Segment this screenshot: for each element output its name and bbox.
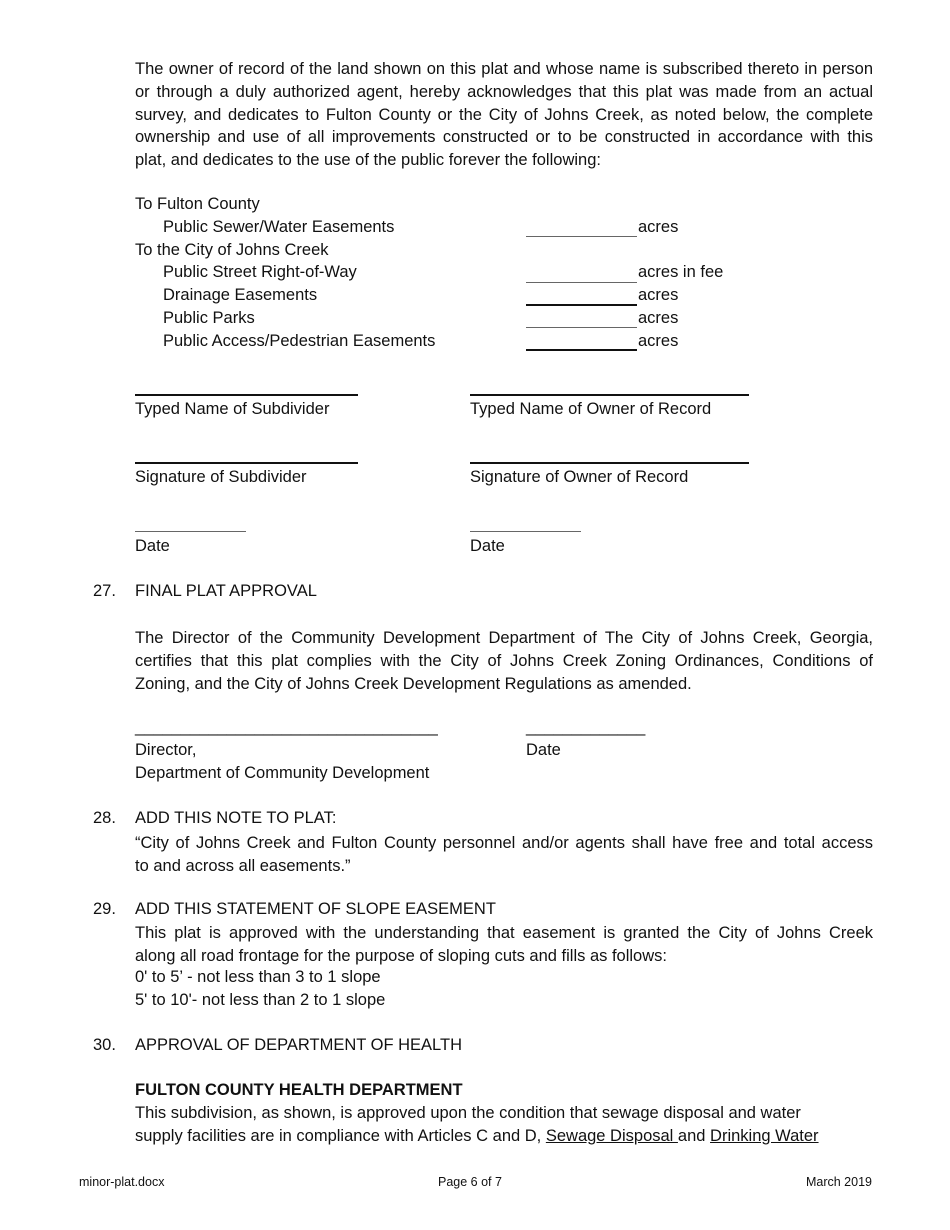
typed-subdivider-line[interactable] bbox=[135, 394, 358, 396]
signature-subdivider-line[interactable] bbox=[135, 462, 358, 464]
director-signature-line[interactable]: _________________________________ bbox=[135, 718, 438, 736]
dedication-unit: acres bbox=[638, 332, 679, 350]
health-line-start: supply facilities are in compliance with Articles C and D, bbox=[135, 1127, 546, 1145]
footer-page-number: Page 6 of 7 bbox=[438, 1175, 502, 1189]
intro-line: survey, and dedicates to Fulton County or the City of Johns Creek, as noted below, the complete bbox=[135, 105, 873, 124]
signature-subdivider-label: Signature of Subdivider bbox=[135, 468, 307, 486]
intro-line: The owner of record of the land shown on this plat and whose name is subscribed thereto in person bbox=[135, 60, 873, 78]
health-line: This subdivision, as shown, is approved upon the condition that sewage disposal and water bbox=[135, 1104, 801, 1122]
section-number: 27. bbox=[93, 582, 116, 600]
section-title: FINAL PLAT APPROVAL bbox=[135, 582, 317, 600]
health-dept-heading: FULTON COUNTY HEALTH DEPARTMENT bbox=[135, 1081, 463, 1099]
slope-rule: 0' to 5’ - not less than 3 to 1 slope bbox=[135, 968, 381, 986]
section-title: ADD THIS STATEMENT OF SLOPE EASEMENT bbox=[135, 900, 496, 918]
dedication-unit: acres bbox=[638, 218, 679, 236]
date-line-left[interactable] bbox=[135, 531, 246, 532]
sewage-disposal-link[interactable]: Sewage Disposal bbox=[545, 1127, 678, 1145]
acreage-blank[interactable] bbox=[526, 349, 637, 351]
dedication-unit: acres bbox=[638, 309, 679, 327]
typed-owner-line[interactable] bbox=[470, 394, 749, 396]
section29-line: This plat is approved with the understanding that easement is granted the City of Johns Creek bbox=[135, 924, 873, 942]
section-number: 30. bbox=[93, 1036, 116, 1054]
acreage-blank[interactable] bbox=[526, 282, 637, 283]
section-number: 29. bbox=[93, 900, 116, 918]
dedication-label: Public Access/Pedestrian Easements bbox=[163, 332, 436, 350]
section28-line: “City of Johns Creek and Fulton County personnel and/or agents shall have free and total access bbox=[135, 834, 873, 852]
typed-owner-label: Typed Name of Owner of Record bbox=[470, 400, 712, 418]
section29-paragraph bbox=[135, 922, 873, 968]
section27-line: certifies that this plat complies with the City of Johns Creek Zoning Ordinances, Conditions of bbox=[135, 651, 873, 670]
section27-line: Zoning, and the City of Johns Creek Development Regulations as amended. bbox=[135, 674, 692, 693]
intro-line: plat, and dedicates to the use of the public forever the following: bbox=[135, 151, 601, 170]
acreage-blank[interactable] bbox=[526, 327, 637, 328]
director-date-label: Date bbox=[526, 741, 561, 759]
dedication-label: Public Sewer/Water Easements bbox=[163, 218, 395, 236]
signature-owner-label: Signature of Owner of Record bbox=[470, 468, 689, 486]
director-date-line[interactable]: _____________ bbox=[526, 718, 646, 736]
health-line-mid: and bbox=[677, 1127, 711, 1145]
section-number: 28. bbox=[93, 809, 116, 827]
city-heading: To the City of Johns Creek bbox=[135, 241, 329, 259]
section27-paragraph bbox=[135, 627, 873, 695]
dedication-label: Drainage Easements bbox=[163, 286, 318, 304]
dedication-unit: acres bbox=[638, 286, 679, 304]
dedication-label: Public Street Right-of-Way bbox=[163, 263, 357, 281]
fulton-heading: To Fulton County bbox=[135, 195, 260, 213]
acreage-blank[interactable] bbox=[526, 236, 637, 237]
section28-paragraph bbox=[135, 832, 873, 878]
dedication-label: Public Parks bbox=[163, 309, 255, 327]
section28-line: to and across all easements.” bbox=[135, 856, 351, 875]
date-line-right[interactable] bbox=[470, 531, 581, 532]
department-label: Department of Community Development bbox=[135, 764, 430, 782]
date-label-left: Date bbox=[135, 537, 170, 555]
dedication-unit: acres in fee bbox=[638, 263, 724, 281]
intro-paragraph bbox=[135, 58, 873, 172]
section-title: APPROVAL OF DEPARTMENT OF HEALTH bbox=[135, 1036, 463, 1054]
footer-date: March 2019 bbox=[805, 1175, 872, 1189]
health-line bbox=[135, 1127, 819, 1146]
section-title: ADD THIS NOTE TO PLAT: bbox=[135, 809, 337, 827]
intro-line: ownership and use of all improvements constructed or to be constructed in accordance with this bbox=[135, 128, 873, 147]
director-label: Director, bbox=[135, 741, 197, 759]
footer-filename: minor-plat.docx bbox=[79, 1175, 165, 1189]
section29-line: along all road frontage for the purpose of sloping cuts and fills as follows: bbox=[135, 946, 667, 965]
typed-subdivider-label: Typed Name of Subdivider bbox=[135, 400, 330, 418]
signature-owner-line[interactable] bbox=[470, 462, 749, 464]
slope-rule: 5' to 10'- not less than 2 to 1 slope bbox=[135, 991, 386, 1009]
drinking-water-link[interactable]: Drinking Water bbox=[710, 1127, 819, 1145]
intro-line: or through a duly authorized agent, hereby acknowledges that this plat was made from an actual bbox=[135, 82, 873, 101]
section27-line: The Director of the Community Development Department of The City of Johns Creek, Georgia, bbox=[135, 629, 873, 647]
date-label-right: Date bbox=[470, 537, 505, 555]
acreage-blank[interactable] bbox=[526, 304, 637, 306]
